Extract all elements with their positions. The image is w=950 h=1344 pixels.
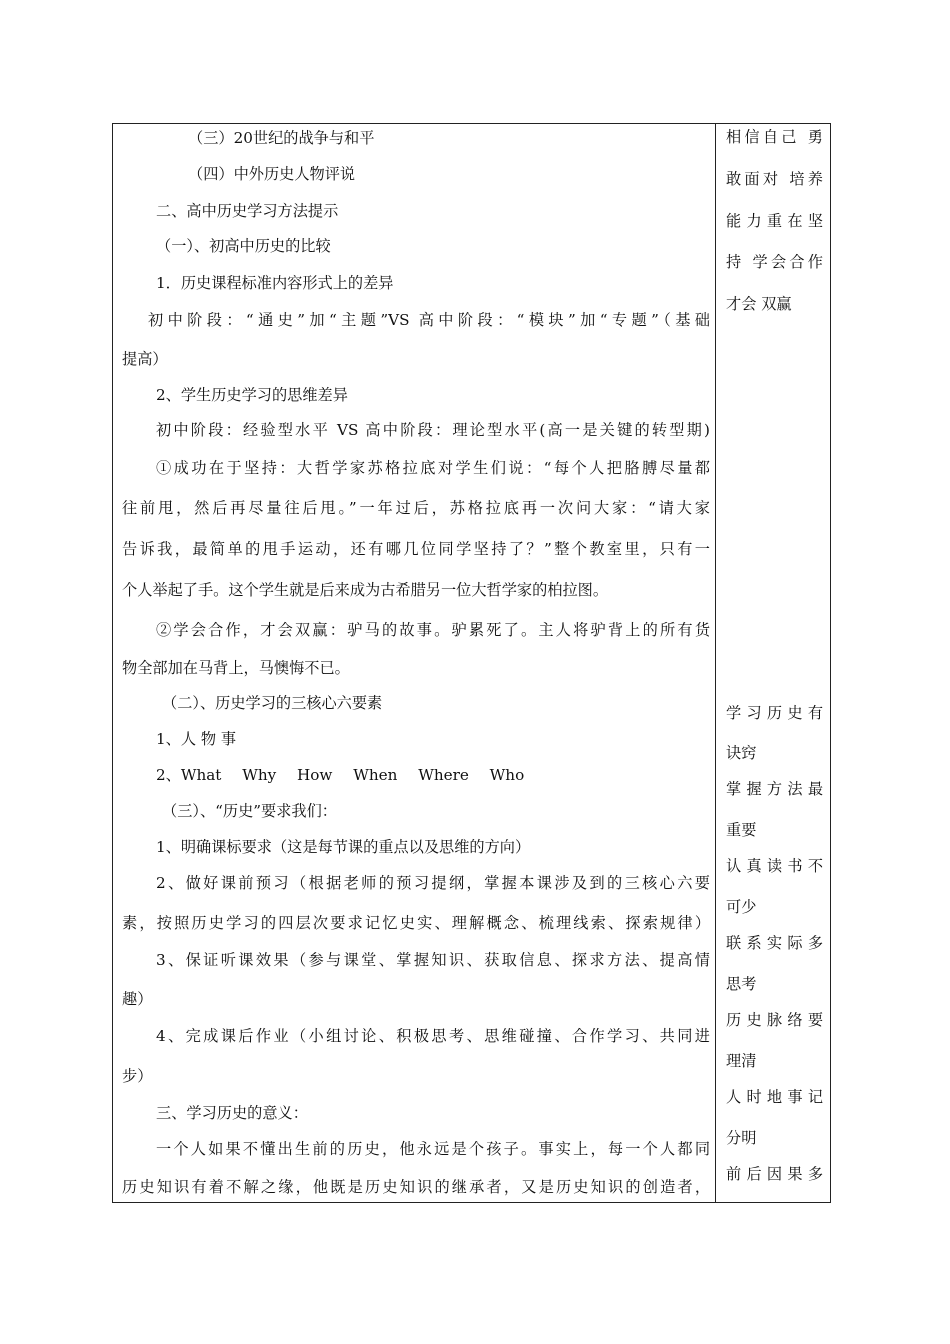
text-line: （三）20世纪的战争与和平 xyxy=(188,129,375,147)
text-line: 2、What Why How When Where Who xyxy=(156,766,525,784)
text-line: 趣） xyxy=(122,990,153,1008)
text-line: ②学会合作，才会双赢：驴马的故事。驴累死了。主人将驴背上的所有货 xyxy=(156,621,710,639)
text-line: 初中阶段：“通史”加“主题”VS 高中阶段：“模块”加“专题”（基础 xyxy=(148,311,710,329)
text-line: 素，按照历史学习的四层次要求记忆史实、理解概念、梳理线索、探索规律） xyxy=(122,914,710,932)
text-line: 3、保证听课效果（参与课堂、掌握知识、获取信息、探求方法、提高情 xyxy=(156,951,710,969)
text-line: （一）、初高中历史的比较 xyxy=(156,237,331,255)
side-note: 诀窍 xyxy=(726,744,757,762)
side-note: 思考 xyxy=(726,975,757,993)
text-line: 4、完成课后作业（小组讨论、积极思考、思维碰撞、合作学习、共同进 xyxy=(156,1027,710,1045)
text-line: 历史知识有着不解之缘，他既是历史知识的继承者，又是历史知识的创造者， xyxy=(122,1178,710,1196)
text-line: 二、高中历史学习方法提示 xyxy=(156,202,339,220)
text-line: 1、明确课标要求（这是每节课的重点以及思维的方向） xyxy=(156,838,531,856)
text-line: 一个人如果不懂出生前的历史，他永远是个孩子。事实上，每一个人都同 xyxy=(156,1140,710,1158)
text-line: 个人举起了手。这个学生就是后来成为古希腊另一位大哲学家的柏拉图。 xyxy=(122,581,608,599)
text-line: ①成功在于坚持：大哲学家苏格拉底对学生们说：“每个人把胳膊尽量都 xyxy=(156,459,710,477)
text-line: 提高） xyxy=(122,350,168,368)
column-divider xyxy=(715,123,716,1203)
text-line: 告诉我，最简单的甩手运动，还有哪几位同学坚持了？”整个教室里，只有一 xyxy=(122,540,710,558)
side-note: 可少 xyxy=(726,898,757,916)
side-note: 持 学会合作 xyxy=(726,253,823,271)
side-column xyxy=(726,123,826,1201)
text-line: 物全部加在马背上，马懊悔不已。 xyxy=(122,659,350,677)
side-note: 认真读书不 xyxy=(726,857,823,875)
text-line: 三、学习历史的意义： xyxy=(156,1104,308,1122)
text-line: 步） xyxy=(122,1067,153,1085)
main-column xyxy=(122,123,712,1201)
side-note: 能力重在坚 xyxy=(726,212,823,230)
side-note: 重要 xyxy=(726,821,757,839)
side-note: 掌握方法最 xyxy=(726,780,823,798)
side-note: 前后因果多 xyxy=(726,1165,823,1183)
side-note: 分明 xyxy=(726,1129,757,1147)
text-line: （三）、“历史”要求我们： xyxy=(162,802,337,820)
side-note: 理清 xyxy=(726,1052,757,1070)
text-line: 1、人 物 事 xyxy=(156,730,237,748)
side-note: 联系实际多 xyxy=(726,934,823,952)
side-note: 学习历史有 xyxy=(726,704,823,722)
side-note: 人时地事记 xyxy=(726,1088,823,1106)
side-note: 才会 双赢 xyxy=(726,295,792,313)
side-note: 敢面对 培养 xyxy=(726,170,823,188)
text-line: （二）、历史学习的三核心六要素 xyxy=(162,694,383,712)
text-line: 往前甩，然后再尽量往后甩。”一年过后，苏格拉底再一次问大家：“请大家 xyxy=(122,499,710,517)
text-line: 初中阶段：经验型水平 VS 高中阶段：理论型水平(高一是关键的转型期) xyxy=(156,421,710,439)
text-line: （四）中外历史人物评说 xyxy=(188,165,356,183)
text-line: 2、学生历史学习的思维差异 xyxy=(156,386,348,404)
text-line: 2、做好课前预习（根据老师的预习提纲，掌握本课涉及到的三核心六要 xyxy=(156,874,710,892)
text-line: 1．历史课程标准内容形式上的差异 xyxy=(156,274,394,292)
side-note: 历史脉络要 xyxy=(726,1011,823,1029)
side-note: 相信自己 勇 xyxy=(726,128,823,146)
